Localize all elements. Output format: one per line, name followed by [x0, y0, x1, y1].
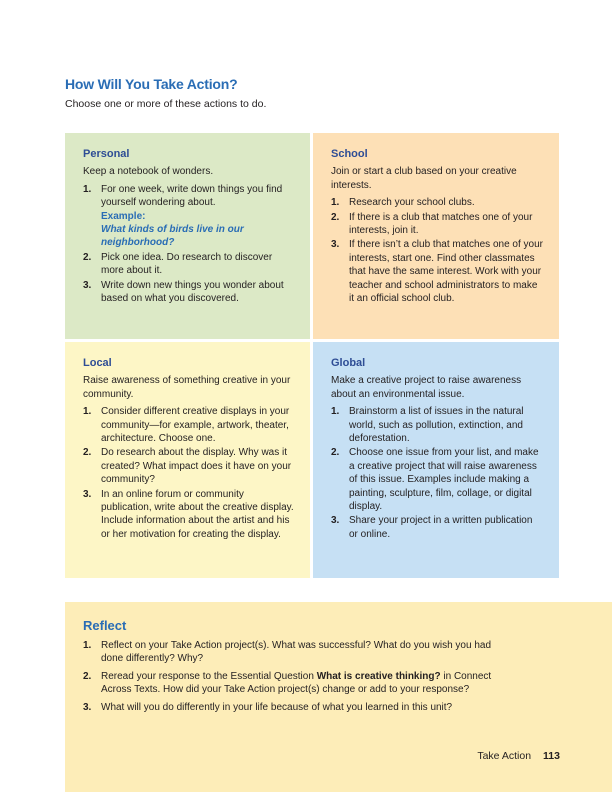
- example-label: Example:: [101, 210, 146, 222]
- panel-local: [65, 342, 310, 578]
- step-number: 1.: [83, 406, 92, 418]
- step-number: 3.: [331, 515, 340, 527]
- panel-intro: Join or start a club based on your creative interests.: [331, 166, 517, 191]
- step-number: 3.: [83, 279, 92, 291]
- step-text: Pick one idea. Do research to discover more about it.: [101, 251, 273, 277]
- step-number: 3.: [331, 239, 340, 251]
- list-item: [83, 488, 294, 542]
- panel-title: Global: [331, 357, 366, 369]
- step-number: 1.: [83, 640, 92, 651]
- reflect-title: Reflect: [83, 618, 127, 633]
- step-text: [101, 183, 294, 250]
- list-item: [331, 238, 543, 305]
- list-item: [331, 405, 543, 445]
- panel-personal: [65, 133, 310, 339]
- list-item: [83, 183, 294, 250]
- step-number: 2.: [331, 447, 340, 459]
- panel-title: Local: [83, 357, 112, 369]
- step-list: [83, 183, 294, 306]
- step-number: 2.: [83, 447, 92, 459]
- page-intro: Choose one or more of these actions to do.: [65, 98, 267, 110]
- step-number: 1.: [331, 197, 340, 209]
- panel-school: [313, 133, 559, 339]
- step-number: 3.: [83, 488, 92, 500]
- step-text: If there isn’t a club that matches one of your interests, start one. Find other classmates that have the same interest. Work with your teacher and school administrators to make it an official school club.: [349, 239, 543, 305]
- list-item: [331, 196, 543, 209]
- step-text-after: in Connect Across Texts. How did your Take Action project(s) change or add to your response?: [101, 670, 492, 696]
- panel-title: School: [331, 148, 368, 160]
- list-item: [331, 514, 543, 541]
- step-text: Research your school clubs.: [349, 197, 475, 209]
- step-text: [101, 670, 496, 697]
- step-text-content: For one week, write down things you find yourself wondering about.: [101, 183, 283, 209]
- step-number: 2.: [83, 670, 92, 682]
- list-item: [83, 251, 294, 278]
- panel-global: [313, 342, 559, 578]
- panel-intro: Keep a notebook of wonders.: [83, 166, 214, 178]
- list-item: [83, 279, 294, 306]
- reflect-section: [65, 602, 612, 792]
- step-number: 1.: [331, 406, 340, 418]
- list-item: [83, 639, 596, 666]
- panel-title: Personal: [83, 148, 130, 160]
- list-item: [331, 446, 543, 513]
- reflect-list: [83, 639, 596, 714]
- list-item: [83, 701, 596, 714]
- step-number: 3.: [83, 701, 92, 713]
- step-text: What will you do differently in your life because of what you learned in this unit?: [101, 701, 453, 713]
- step-text-before: Reread your response to the Essential Question: [101, 670, 317, 682]
- step-text: Write down new things you wonder about based on what you discovered.: [101, 279, 284, 305]
- panel-intro: Make a creative project to raise awareness about an environmental issue.: [331, 375, 522, 400]
- example-text: What kinds of birds live in our neighborhood?: [101, 224, 244, 249]
- footer-label: Take Action: [477, 750, 532, 762]
- step-list: [331, 405, 543, 541]
- step-text: If there is a club that matches one of your interests, join it.: [349, 211, 533, 237]
- step-text: Do research about the display. Why was it created? What impact does it have on your community?: [101, 447, 292, 486]
- step-list: [331, 196, 543, 305]
- list-item: [83, 446, 294, 486]
- step-text: Choose one issue from your list, and make a creative project that will raise awareness of this issue. Examples include making a painting, sculpture, film, collage, or digital display.: [349, 447, 539, 513]
- page-number: 113: [543, 750, 560, 762]
- step-text: In an online forum or community publication, write about the creative display. Include information about the artist and his or her motivation for creating the display.: [101, 488, 294, 540]
- step-text: Consider different creative displays in your community—for example, artwork, theater, architecture. Choose one.: [101, 406, 290, 445]
- step-text: Brainstorm a list of issues in the natural world, such as pollution, extinction, and deforestation.: [349, 406, 524, 445]
- step-number: 1.: [83, 183, 92, 195]
- list-item: [331, 211, 543, 238]
- page-footer: [477, 750, 560, 762]
- list-item: [83, 405, 294, 445]
- panel-intro: Raise awareness of something creative in your community.: [83, 375, 291, 400]
- list-item: [83, 670, 596, 697]
- essential-question: What is creative thinking?: [316, 670, 441, 682]
- page-heading: How Will You Take Action?: [65, 76, 238, 92]
- step-number: 2.: [83, 251, 92, 263]
- step-list: [83, 405, 294, 541]
- step-text: Reflect on your Take Action project(s). What was successful? What do you wish you had done differently? Why?: [101, 640, 491, 665]
- step-text: Share your project in a written publication or online.: [349, 515, 533, 540]
- step-number: 2.: [331, 211, 340, 223]
